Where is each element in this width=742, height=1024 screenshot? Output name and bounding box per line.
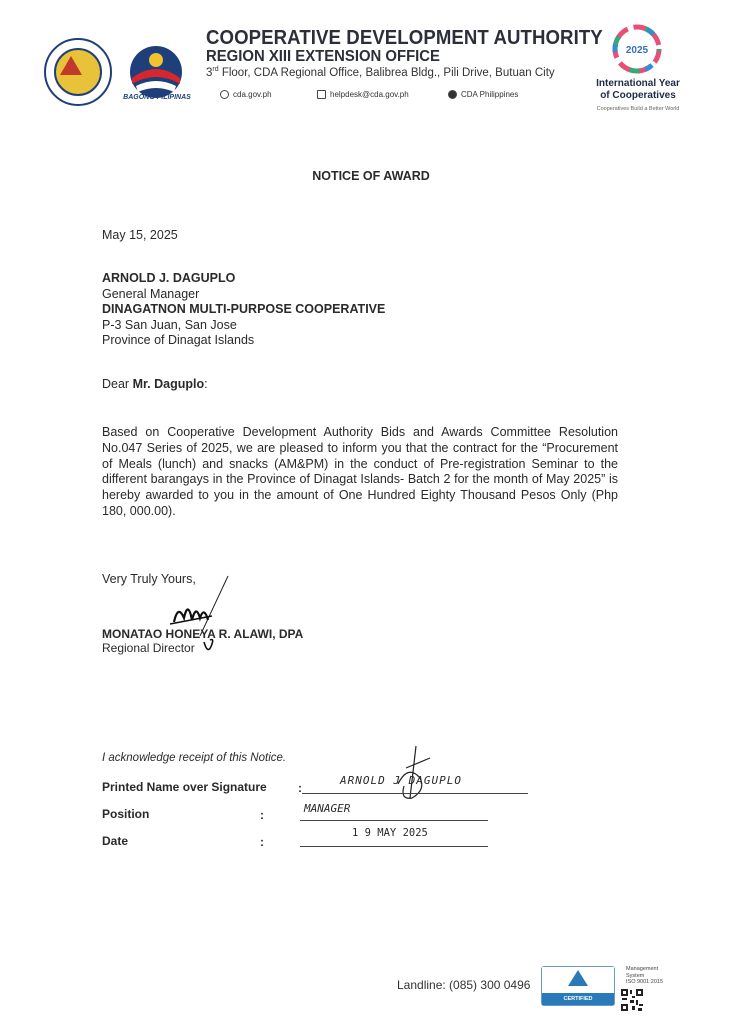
email-link[interactable]: helpdesk@cda.gov.ph [330,90,409,99]
qr-code-icon [620,988,644,1012]
website-link[interactable]: cda.gov.ph [233,90,272,99]
email-contact [317,90,409,99]
facebook-icon [448,90,457,99]
closing: Very Truly Yours, [102,572,196,586]
recipient-address-line2: Province of Dinagat Islands [102,333,255,347]
recipient-position: General Manager [102,287,200,301]
letter-body: Based on Cooperative Development Authority Bids and Awards Committee Resolution No.047 Series of 2025, we are pleased to inform you that the contract for the “Procurement of Meals (lunch) and snacks (AM&PM) in the conduct of Pre-registration Seminar to the different barangays in the Province of Dinagat Islands- Batch 2 for the month of May 2025” is hereby awarded to you in the amount of One Hundred Eighty Thousand Pesos Only (Php 180, 000.00). [102,425,618,518]
salutation: Dear Mr. Daguplo: [102,377,208,391]
printed-name-colon: : [298,781,302,795]
cda-seal-logo [44,38,112,106]
tuv-certification-badge [541,966,615,1006]
cda-seal-triangle [60,56,82,75]
document-title: NOTICE OF AWARD [312,169,430,183]
date-line [300,846,488,847]
date-label: Date [102,834,129,848]
office-address: 3rd Floor, CDA Regional Office, Balibrea Bldg., Pili Drive, Butuan City [206,66,555,79]
acknowledgment-intro: I acknowledge receipt of this Notice. [102,752,287,764]
date-stamp: 1 9 MAY 2025 [352,827,428,839]
letter-date: May 15, 2025 [102,228,178,242]
position-label: Position [102,807,150,821]
position-line [300,820,488,821]
envelope-icon [317,90,326,99]
recipient-name: ARNOLD J. DAGUPLO [102,271,236,285]
recipient-address-line1: P-3 San Juan, San Jose [102,318,237,332]
office-name: REGION XIII EXTENSION OFFICE [206,48,440,65]
position-value: MANAGER [304,802,351,815]
signatory-title: Regional Director [102,641,195,655]
iyc-2025-logo [610,22,664,76]
signatory-name: MONATAO HONEYA R. ALAWI, DPA [102,627,304,641]
recipient-signature [386,744,446,804]
iyc-title: International Year of Cooperatives [596,78,680,101]
management-system-label: Management System ISO 9001:2015 [626,966,664,985]
landline-number: Landline: (085) 300 0496 [397,978,531,992]
iyc-year: 2025 [625,45,649,56]
printed-name-value: ARNOLD J DAGUPLO [340,774,462,787]
date-colon: : [260,835,264,849]
tuv-triangle-icon [568,970,588,986]
recipient-organization: DINAGATNON MULTI-PURPOSE COOPERATIVE [102,302,386,316]
position-colon: : [260,808,264,822]
facebook-link[interactable]: CDA Philippines [461,90,519,99]
bagong-pilipinas-logo [126,40,186,100]
tuv-certified-label: CERTIFIED [542,993,614,1005]
globe-icon [220,90,229,99]
printed-name-label: Printed Name over Signature [102,780,267,794]
org-name: COOPERATIVE DEVELOPMENT AUTHORITY [206,27,603,49]
bagong-pilipinas-label: BAGONG PILIPINAS [123,94,191,101]
printed-name-line [302,793,528,794]
website-contact [220,90,272,99]
iyc-tagline: Cooperatives Build a Better World [596,106,680,112]
facebook-contact [448,90,518,99]
